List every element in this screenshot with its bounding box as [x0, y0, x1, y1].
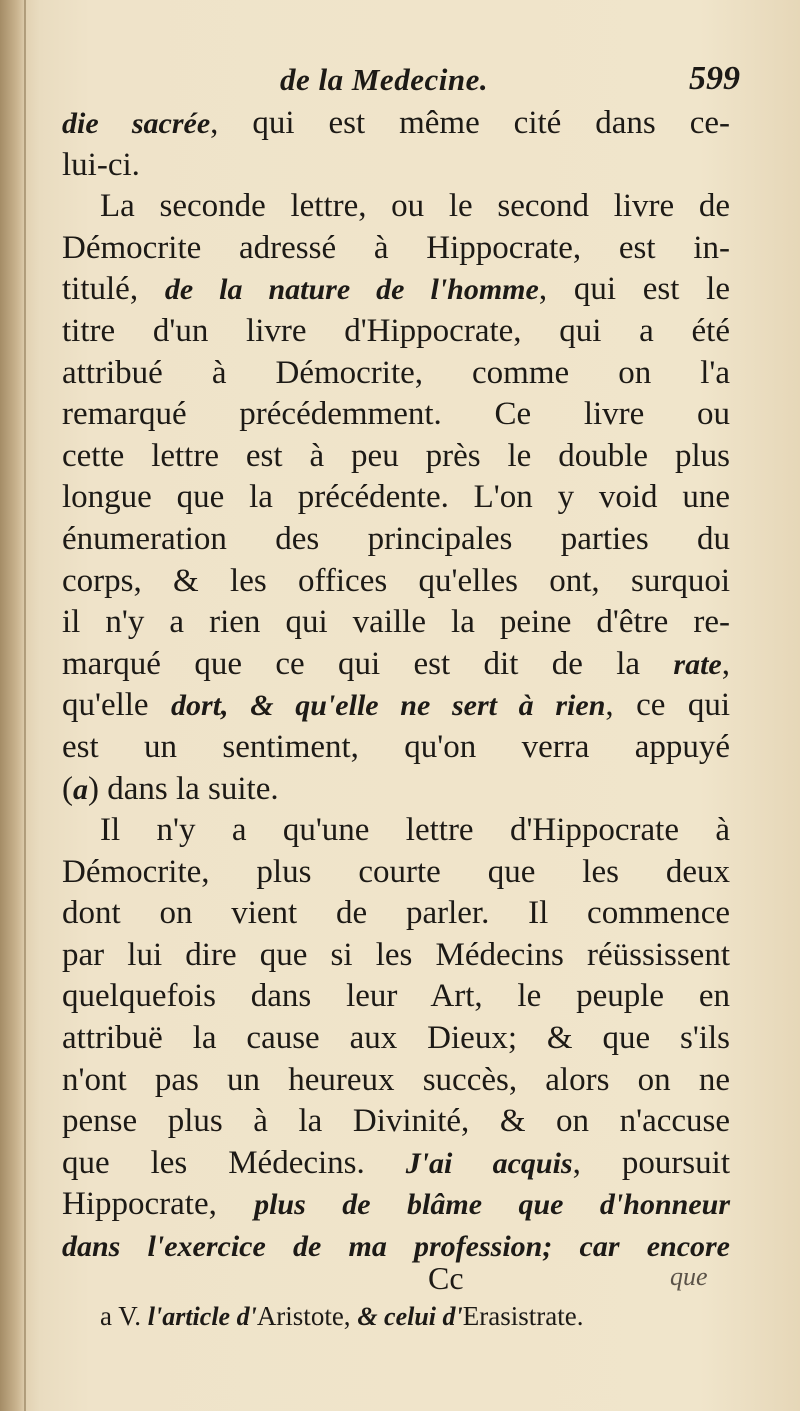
italic-segment: die sacrée [62, 107, 211, 140]
text-segment: , poursuit [572, 1144, 730, 1181]
text-segment: remarqué précédemment. Ce livre ou [62, 396, 730, 433]
text-line [62, 893, 730, 935]
text-segment: , qui est le [538, 271, 730, 308]
text-line [62, 145, 730, 187]
text-line [62, 1018, 730, 1060]
text-segment: Hippocrate, [62, 1186, 255, 1223]
text-segment: Il n'y a qu'une lettre d'Hippocrate à [100, 812, 730, 849]
text-segment: pense plus à la Divinité, & on n'accuse [62, 1103, 730, 1140]
page-header [60, 58, 740, 104]
italic-segment: a [73, 772, 88, 806]
text-line [62, 394, 730, 436]
italic-segment: dans l'exercice de ma profession; car encore [62, 1230, 730, 1264]
catchword: que [670, 1262, 708, 1291]
binding-edge [24, 0, 26, 1411]
text-segment: Démocrite, plus courte que les deux [62, 853, 730, 890]
italic-segment: rate [673, 647, 722, 681]
italic-segment: J'ai acquis [405, 1146, 573, 1180]
running-title: de la Medecine. [280, 62, 489, 97]
text-segment: attribuë la cause aux Dieux; & que s'ils [62, 1020, 730, 1057]
text-segment: par lui dire que si les Médecins réüssissent [62, 936, 730, 973]
text-line [62, 269, 730, 311]
footnote-segment: Erasistrate. [462, 1301, 584, 1331]
text-segment: qu'elle [62, 687, 172, 724]
signature-mark: Cc [428, 1260, 464, 1296]
text-segment: ) dans la suite. [88, 770, 279, 807]
text-segment: , qui est même cité dans ce- [210, 105, 730, 141]
text-segment: il n'y a rien qui vaille la peine d'être re- [62, 604, 730, 641]
text-segment: Démocrite adressé à Hippocrate, est in- [62, 229, 730, 266]
footnote-segment: Aristote, [256, 1301, 358, 1331]
footnote-segment: l'article d' [147, 1302, 257, 1331]
footnote-segment: a V. [100, 1301, 148, 1331]
text-line [62, 477, 730, 519]
text-segment: titulé, [62, 271, 165, 308]
text-line [62, 1060, 730, 1102]
text-segment: titre d'un livre d'Hippocrate, qui a été [62, 312, 730, 349]
text-line [62, 935, 730, 977]
text-segment: énumeration des principales parties du [62, 520, 730, 557]
italic-segment: dort, & qu'elle ne sert à rien [171, 689, 606, 723]
text-segment: cette lettre est à peu près le double plus [62, 437, 730, 474]
text-segment: La seconde lettre, ou le second livre de [100, 188, 730, 225]
text-segment: , [721, 645, 730, 682]
text-segment: que les Médecins. [62, 1144, 406, 1181]
text-line [62, 727, 730, 769]
text-line [62, 810, 730, 852]
text-line [62, 852, 730, 894]
text-segment: dont on vient de parler. Il commence [62, 895, 730, 932]
text-segment: longue que la précédente. L'on y void une [62, 479, 730, 516]
text-segment: ( [62, 770, 73, 807]
text-line [62, 103, 730, 145]
text-line [62, 228, 730, 270]
text-segment: corps, & les offices qu'elles ont, surquoi [62, 562, 730, 599]
text-line [62, 311, 730, 353]
text-line [62, 1101, 730, 1143]
text-segment: , ce qui [605, 687, 730, 724]
footnote-segment: & celui d' [357, 1302, 463, 1331]
text-line [62, 186, 730, 228]
italic-segment: plus de blâme que d'honneur [254, 1188, 730, 1222]
text-line [62, 519, 730, 561]
text-line [62, 602, 730, 644]
text-segment: quelquefois dans leur Art, le peuple en [62, 978, 730, 1015]
text-line [62, 769, 730, 811]
footnote [100, 1301, 740, 1332]
text-segment: n'ont pas un heureux succès, alors on ne [62, 1061, 730, 1098]
page-gutter [0, 0, 26, 1411]
italic-segment: de la nature de l'homme [164, 273, 539, 307]
page-number: 599 [689, 60, 740, 97]
text-segment: attribué à Démocrite, comme on l'a [62, 354, 730, 391]
text-line [62, 1184, 730, 1226]
text-line [62, 1226, 730, 1268]
text-line [62, 1143, 730, 1185]
body-text [62, 103, 730, 1268]
text-line [62, 561, 730, 603]
text-segment: est un sentiment, qu'on verra appuyé [62, 728, 730, 765]
text-line [62, 685, 730, 727]
text-line [62, 644, 730, 686]
text-segment: marqué que ce qui est dit de la [62, 645, 674, 682]
text-segment: lui-ci. [62, 146, 140, 183]
text-line [62, 976, 730, 1018]
text-line [62, 436, 730, 478]
text-line [62, 353, 730, 395]
